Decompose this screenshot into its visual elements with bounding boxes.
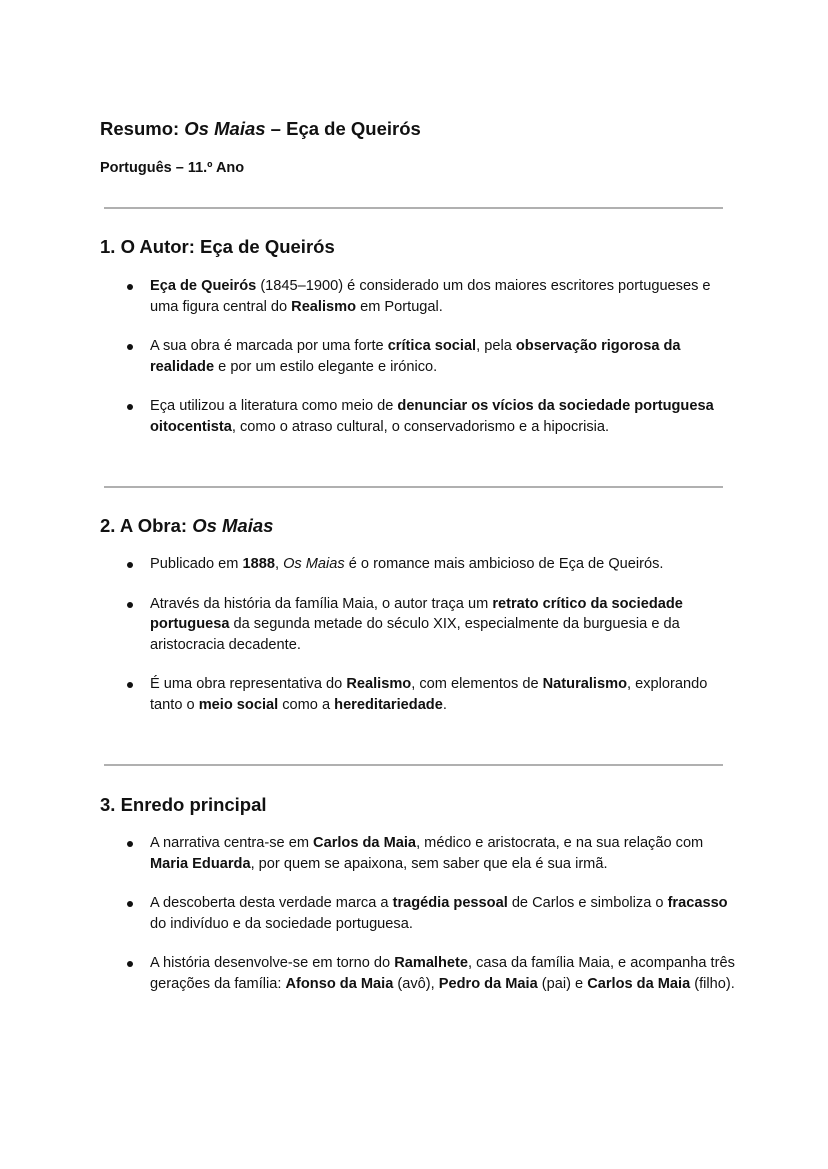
bullet-icon (127, 562, 133, 568)
bullet-icon (127, 901, 133, 907)
text-run: de Carlos e simboliza o (507, 895, 668, 911)
text-run: , por quem se apaixona, sem saber que ela é sua irmã. (250, 855, 608, 872)
bold-text: Carlos da Maia (313, 835, 417, 851)
section-heading-plot (100, 794, 267, 816)
bold-text: denunciar os vícios da sociedade portuguesa oitocentista (150, 398, 714, 435)
divider (104, 207, 723, 209)
text-run: É uma obra representativa do (150, 676, 347, 692)
bold-text: Realismo (346, 676, 412, 692)
section-heading-work (100, 515, 273, 537)
bullet-list-work (100, 554, 740, 715)
bold-text: tragédia pessoal (392, 895, 508, 911)
text-run: , casa da família Maia, e acompanha três gerações da família: (150, 955, 735, 992)
bullet-list-author (100, 276, 740, 437)
bold-text: Naturalismo (542, 676, 627, 692)
text-run: e por um estilo elegante e irónico. (214, 358, 438, 375)
text-run: é o romance mais ambicioso de Eça de Queirós. (344, 556, 664, 572)
text-run: (1845–1900) é considerado um dos maiores escritores portugueses e uma figura central do (150, 278, 711, 315)
heading-italic: Os Maias (192, 515, 274, 536)
text-run: . (442, 696, 447, 713)
text-run: , pela (476, 338, 516, 354)
bullet-icon (127, 841, 133, 847)
text-run: , (274, 556, 284, 572)
list-item (100, 396, 740, 437)
bold-text: Ramalhete (394, 955, 468, 971)
text-run: (avô), (393, 975, 439, 992)
bold-text: Afonso da Maia (285, 975, 394, 992)
bullet-icon (127, 404, 133, 410)
text-run: Publicado em (150, 556, 243, 572)
bullet-icon (127, 682, 133, 688)
divider (104, 486, 723, 488)
list-item (100, 893, 740, 934)
text-run: A descoberta desta verdade marca a (150, 895, 393, 911)
list-item (100, 953, 740, 994)
list-item (100, 276, 740, 317)
bold-text: Maria Eduarda (150, 855, 251, 872)
text-run: A sua obra é marcada por uma forte (150, 338, 388, 354)
bold-text: Carlos da Maia (587, 975, 691, 992)
bullet-icon (127, 961, 133, 967)
list-item (100, 594, 740, 656)
text-run: em Portugal. (356, 298, 443, 315)
text-run: do indivíduo e da sociedade portuguesa. (150, 915, 413, 932)
list-item (100, 674, 740, 715)
text-run: A narrativa centra-se em (150, 835, 314, 851)
document-title (100, 118, 421, 140)
bold-text: hereditariedade (334, 696, 443, 713)
document-subtitle: Português – 11.º Ano (100, 160, 245, 176)
bold-text: retrato crítico da sociedade portuguesa (150, 595, 683, 632)
title-suffix: – Eça de Queirós (265, 118, 421, 139)
list-item (100, 336, 740, 377)
text-run: Eça utilizou a literatura como meio de (150, 398, 398, 414)
bold-text: 1888 (242, 556, 275, 572)
bold-text: fracasso (667, 895, 728, 911)
bold-text: meio social (198, 696, 279, 713)
bold-text: crítica social (387, 338, 477, 354)
text-run: (filho). (690, 975, 735, 992)
italic-text: Os Maias (283, 556, 345, 572)
bullet-list-plot (100, 833, 740, 994)
text-run: , médico e aristocrata, e na sua relação com (416, 835, 704, 851)
bullet-icon (127, 284, 133, 290)
text-run: A história desenvolve-se em torno do (150, 955, 395, 971)
text-run: como a (278, 696, 335, 713)
title-book-name: Os Maias (184, 118, 266, 139)
title-prefix: Resumo: (100, 118, 185, 139)
text-run: , como o atraso cultural, o conservadorismo e a hipocrisia. (231, 418, 610, 435)
text-run: da segunda metade do século XIX, especialmente da burguesia e da aristocracia decadente. (150, 616, 680, 653)
text-run: Através da história da família Maia, o autor traça um (150, 595, 493, 612)
text-run: , com elementos de (411, 676, 543, 692)
text-run: , explorando tanto o (150, 676, 708, 713)
bold-text: Pedro da Maia (438, 975, 538, 992)
bullet-icon (127, 344, 133, 350)
bullet-icon (127, 602, 133, 608)
heading-text: 3. Enredo principal (100, 794, 267, 815)
heading-text: 2. A Obra: (100, 515, 193, 536)
list-item (100, 554, 740, 575)
section-heading-author (100, 236, 335, 258)
heading-text: 1. O Autor: Eça de Queirós (100, 236, 335, 257)
bold-text: Eça de Queirós (150, 278, 257, 294)
divider (104, 764, 723, 766)
bold-text: Realismo (291, 298, 357, 315)
bold-text: observação rigorosa da realidade (150, 338, 681, 375)
list-item (100, 833, 740, 874)
text-run: (pai) e (537, 975, 588, 992)
